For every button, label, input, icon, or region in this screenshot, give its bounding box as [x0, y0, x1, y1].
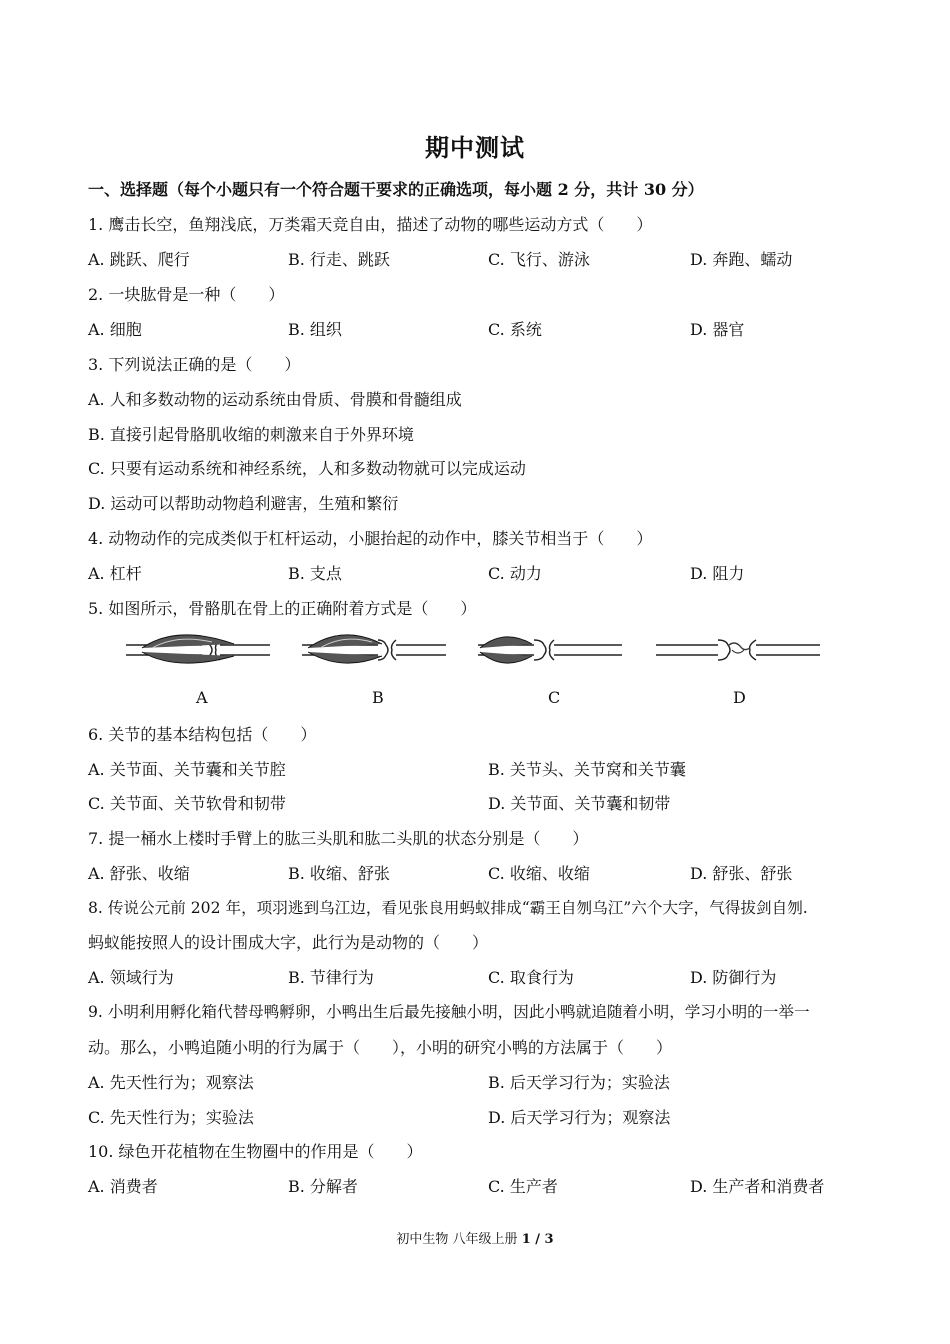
option: C. 取食行为: [488, 968, 574, 987]
option: A. 舒张、收缩: [88, 864, 190, 883]
option: A. 细胞: [88, 320, 142, 339]
question-stem-continued: 蚂蚁能按照人的设计围成大字，此行为是动物的（ ）: [88, 933, 489, 952]
option: B. 关节头、关节窝和关节囊: [488, 760, 686, 779]
option: C. 先天性行为；实验法: [88, 1108, 254, 1127]
question-stem: 4. 动物动作的完成类似于杠杆运动，小腿抬起的动作中，膝关节相当于（ ）: [88, 529, 653, 548]
figure-label-c: C: [548, 688, 561, 707]
option: B. 收缩、舒张: [288, 864, 390, 883]
option: C. 只要有运动系统和神经系统，人和多数动物就可以完成运动: [88, 459, 526, 478]
option: D. 后天学习行为；观察法: [488, 1108, 671, 1127]
option: B. 行走、跳跃: [288, 250, 390, 269]
question-stem: 1. 鹰击长空，鱼翔浅底，万类霜天竞自由，描述了动物的哪些运动方式（ ）: [88, 215, 653, 234]
option: D. 器官: [690, 320, 745, 339]
option: A. 先天性行为；观察法: [88, 1073, 254, 1092]
footer-text: 初中生物 八年级上册: [396, 1232, 522, 1247]
option: D. 关节面、关节囊和韧带: [488, 794, 671, 813]
option: D. 舒张、舒张: [690, 864, 793, 883]
option: D. 生产者和消费者: [690, 1177, 825, 1196]
option: A. 消费者: [88, 1177, 158, 1196]
option: B. 直接引起骨胳肌收缩的刺激来自于外界环境: [88, 425, 414, 444]
question-stem: 9. 小明利用孵化箱代替母鸭孵卵，小鸭出生后最先接触小明，因此小鸭就追随着小明，学习小明的一举一: [88, 1003, 810, 1021]
option: B. 后天学习行为；实验法: [488, 1073, 670, 1092]
option: B. 支点: [288, 564, 342, 583]
option: B. 节律行为: [288, 968, 374, 987]
question-stem-continued: 动。那么，小鸭追随小明的行为属于（ ），小明的研究小鸭的方法属于（ ）: [88, 1038, 673, 1057]
option: D. 阻力: [690, 564, 745, 583]
question-stem: 7. 提一桶水上楼时手臂上的肱三头肌和肱二头肌的状态分别是（ ）: [88, 829, 589, 848]
option: B. 分解者: [288, 1177, 358, 1196]
muscle-diagram-c: [474, 628, 626, 672]
option: B. 组织: [288, 320, 342, 339]
question-stem: 2. 一块肱骨是一种（ ）: [88, 285, 285, 304]
option: C. 飞行、游泳: [488, 250, 590, 269]
figure-label-d: D: [733, 688, 746, 707]
option: A. 人和多数动物的运动系统由骨质、骨膜和骨髓组成: [88, 390, 462, 409]
option: C. 系统: [488, 320, 542, 339]
muscle-diagram-a: [122, 628, 274, 672]
option: A. 杠杆: [88, 564, 142, 583]
option: A. 领域行为: [88, 968, 174, 987]
figure-label-b: B: [372, 688, 384, 707]
option: A. 关节面、关节囊和关节腔: [88, 760, 286, 779]
page-title: 期中测试: [425, 133, 525, 162]
option: C. 生产者: [488, 1177, 558, 1196]
option: C. 动力: [488, 564, 542, 583]
figure-label-a: A: [196, 688, 208, 707]
option: C. 收缩、收缩: [488, 864, 590, 883]
option: A. 跳跃、爬行: [88, 250, 190, 269]
page-number: 1 / 3: [521, 1232, 554, 1247]
option: D. 运动可以帮助动物趋利避害，生殖和繁衍: [88, 494, 399, 513]
question-stem: 6. 关节的基本结构包括（ ）: [88, 725, 317, 744]
question-stem: 3. 下列说法正确的是（ ）: [88, 355, 301, 374]
question-stem: 10. 绿色开花植物在生物圈中的作用是（ ）: [88, 1142, 423, 1161]
section-heading: 一、选择题（每个小题只有一个符合题干要求的正确选项，每小题 2 分，共计 30 分）: [88, 180, 704, 199]
question-stem: 8. 传说公元前 202 年，项羽逃到乌江边，看见张良用蚂蚁排成“霸王自刎乌江”六个大字，气得拔剑自刎.: [88, 899, 808, 917]
option: C. 关节面、关节软骨和韧带: [88, 794, 286, 813]
question-stem: 5. 如图所示，骨骼肌在骨上的正确附着方式是（ ）: [88, 599, 477, 618]
page-footer: [0, 1228, 950, 1247]
muscle-diagram-d: [652, 628, 824, 672]
muscle-diagram-b: [298, 628, 450, 672]
option: D. 奔跑、蠕动: [690, 250, 793, 269]
option: D. 防御行为: [690, 968, 777, 987]
